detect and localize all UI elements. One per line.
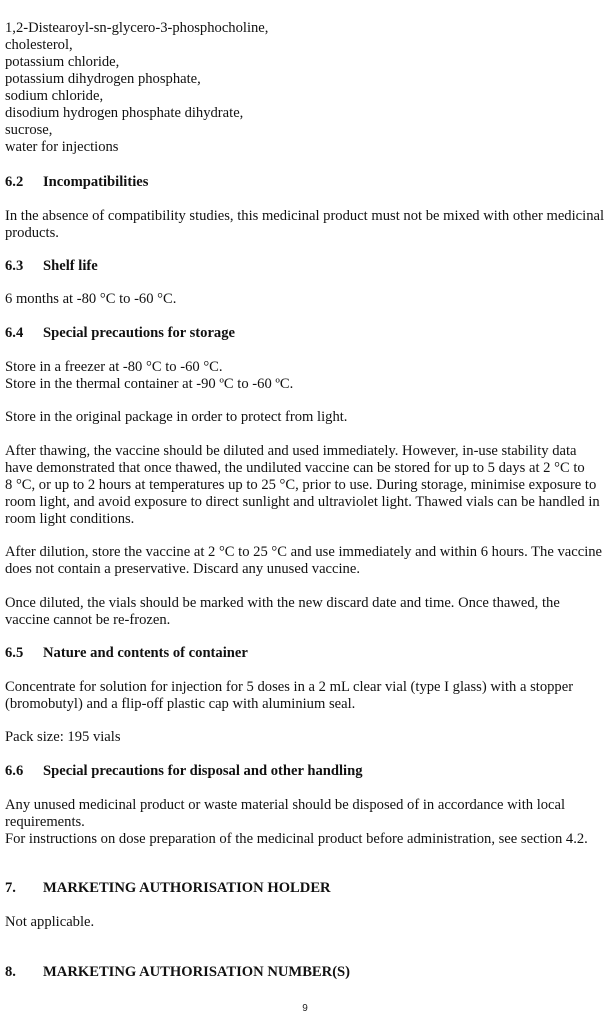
body-line: products. xyxy=(5,225,59,241)
section-title: Special precautions for disposal and other handling xyxy=(43,763,363,779)
section-number: 6.6 xyxy=(5,763,24,779)
section-6-3-body xyxy=(5,291,607,308)
body-line: have demonstrated that once thawed, the undiluted vaccine can be stored for up to 5 days at 2 °C to xyxy=(5,460,585,476)
section-heading-8 xyxy=(5,964,350,981)
section-title: Nature and contents of container xyxy=(43,645,248,661)
excipient-item: potassium dihydrogen phosphate, xyxy=(5,71,201,87)
section-heading-6-4 xyxy=(5,325,235,342)
section-number: 6.2 xyxy=(5,174,24,190)
excipient-item: disodium hydrogen phosphate dihydrate, xyxy=(5,105,244,121)
section-title: MARKETING AUTHORISATION HOLDER xyxy=(43,880,331,896)
body-line: Store in the original package in order to protect from light. xyxy=(5,409,348,425)
section-6-2-body xyxy=(5,208,607,242)
section-6-5-paragraph-1 xyxy=(5,679,607,713)
section-title: Shelf life xyxy=(43,258,98,274)
body-line: room light, and avoid exposure to direct sunlight and ultraviolet light. Thawed vials can be handled in xyxy=(5,494,600,510)
page-number: 9 xyxy=(302,1003,308,1014)
body-line: Concentrate for solution for injection for 5 doses in a 2 mL clear vial (type I glass) with a stopper xyxy=(5,679,574,695)
body-line: vaccine cannot be re-frozen. xyxy=(5,612,171,628)
body-line: After dilution, store the vaccine at 2 °C to 25 °C and use immediately and within 6 hours. The vaccine xyxy=(5,544,603,560)
section-heading-6-2 xyxy=(5,174,148,191)
section-number: 6.5 xyxy=(5,645,24,661)
section-7-body xyxy=(5,914,607,931)
section-6-5-paragraph-2 xyxy=(5,729,607,746)
body-line: 8 °C, or up to 2 hours at temperatures up to 25 °C, prior to use. During storage, minimise exposure to xyxy=(5,477,597,493)
body-line: Once diluted, the vials should be marked with the new discard date and time. Once thawed, the xyxy=(5,595,560,611)
excipient-item: potassium chloride, xyxy=(5,54,120,70)
section-heading-7 xyxy=(5,880,331,897)
body-line: In the absence of compatibility studies, this medicinal product must not be mixed with other medicinal xyxy=(5,208,605,224)
excipient-item: sodium chloride, xyxy=(5,88,104,104)
body-line: does not contain a preservative. Discard any unused vaccine. xyxy=(5,561,360,577)
section-6-6-body xyxy=(5,797,607,848)
body-line: Not applicable. xyxy=(5,914,95,930)
body-line: (bromobutyl) and a flip-off plastic cap with aluminium seal. xyxy=(5,696,356,712)
section-number: 6.3 xyxy=(5,258,24,274)
body-line: requirements. xyxy=(5,814,85,830)
section-title: MARKETING AUTHORISATION NUMBER(S) xyxy=(43,964,351,980)
section-6-4-paragraph-3 xyxy=(5,443,607,528)
excipient-item: 1,2-Distearoyl-sn-glycero-3-phosphocholine, xyxy=(5,20,269,36)
body-line: room light conditions. xyxy=(5,511,135,527)
section-heading-6-3 xyxy=(5,258,98,275)
body-line: After thawing, the vaccine should be diluted and used immediately. However, in-use stability data xyxy=(5,443,577,459)
section-number: 8. xyxy=(5,964,16,980)
section-title: Incompatibilities xyxy=(43,174,149,190)
body-line: Store in a freezer at -80 °C to -60 °C. xyxy=(5,359,223,375)
section-6-4-paragraph-1 xyxy=(5,359,607,393)
body-line: For instructions on dose preparation of the medicinal product before administration, see section 4.2. xyxy=(5,831,588,847)
section-heading-6-6 xyxy=(5,763,363,780)
excipients-list xyxy=(5,20,607,156)
section-number: 7. xyxy=(5,880,16,896)
body-line: Store in the thermal container at -90 ºC to -60 ºC. xyxy=(5,376,294,392)
body-line: Pack size: 195 vials xyxy=(5,729,121,745)
excipient-item: water for injections xyxy=(5,139,119,155)
section-heading-6-5 xyxy=(5,645,248,662)
section-6-4-paragraph-5 xyxy=(5,595,607,629)
body-line: Any unused medicinal product or waste material should be disposed of in accordance with local xyxy=(5,797,566,813)
excipient-item: sucrose, xyxy=(5,122,53,138)
excipient-item: cholesterol, xyxy=(5,37,73,53)
section-title: Special precautions for storage xyxy=(43,325,235,341)
section-number: 6.4 xyxy=(5,325,24,341)
body-line: 6 months at -80 °C to -60 °C. xyxy=(5,291,177,307)
section-6-4-paragraph-2 xyxy=(5,409,607,426)
section-6-4-paragraph-4 xyxy=(5,544,607,578)
